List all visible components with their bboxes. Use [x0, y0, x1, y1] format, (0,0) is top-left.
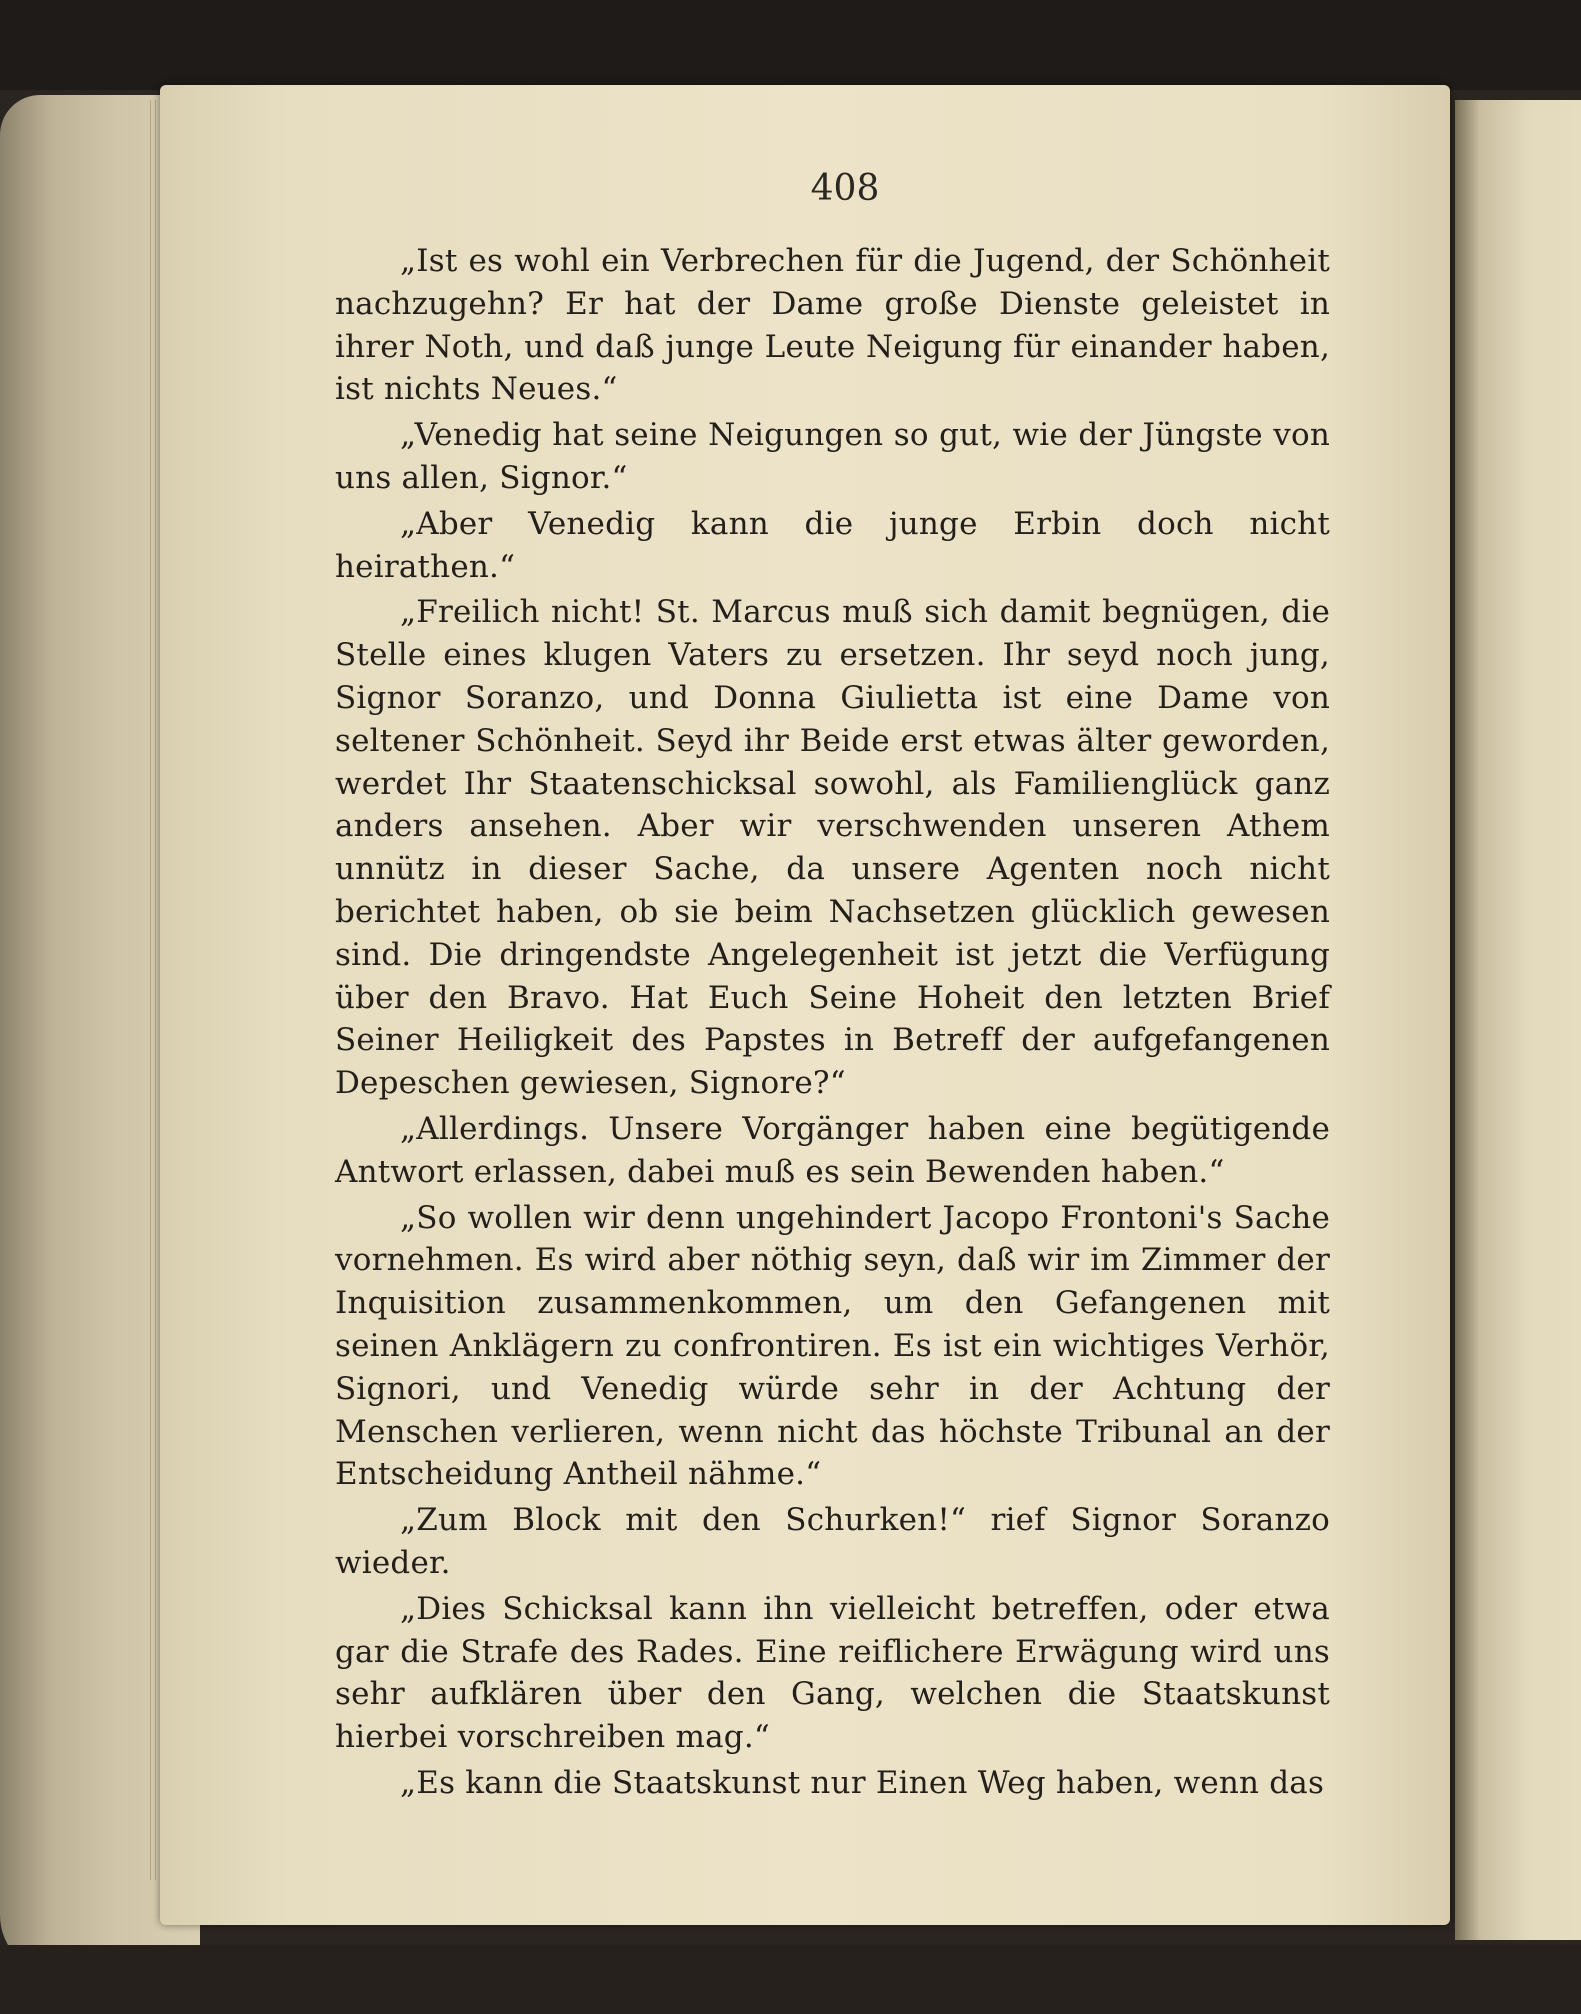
facing-page-edge [1455, 100, 1581, 1940]
paragraph: „Ist es wohl ein Verbrechen für die Jugend, der Schönheit nachzugehn? Er hat der Dame große Dienste geleistet in ihrer Noth, und daß junge Leute Neigung für einander haben, ist nichts Neues.“ [335, 243, 1330, 408]
paragraph: „Dies Schicksal kann ihn vielleicht betreffen, oder etwa gar die Strafe des Rades. Eine reiflichere Erwägung wird uns sehr aufklären über den Gang, welchen die Staatskunst hierbei vorschreiben mag.“ [335, 1590, 1330, 1756]
background-top [0, 0, 1581, 90]
background-bottom [0, 1945, 1581, 2014]
paragraph: „Freilich nicht! St. Marcus muß sich damit begnügen, die Stelle eines klugen Vaters zu ersetzen. Ihr seyd noch jung, Signor Soranzo, und Donna Giulietta ist eine Dame von seltener Schönheit. Seyd ihr Beide erst etwas älter geworden, werdet Ihr Staatenschicksal sowohl, als Familienglück ganz anders ansehen. Aber wir verschwenden unseren Athem unnütz in dieser Sache, da unsere Agenten noch nicht berichtet haben, ob sie beim Nachsetzen glücklich gewesen sind. Die dringendste Angelegenheit ist jetzt die Verfügung über den Bravo. Hat Euch Seine Hoheit den letzten Brief Seiner Heiligkeit des Papstes in Betreff der aufgefangenen Depeschen gewiesen, Signore?“ [335, 594, 1330, 1102]
page-text [335, 240, 1330, 1808]
paragraph: „So wollen wir denn ungehindert Jacopo Frontoni's Sache vornehmen. Es wird aber nöthig seyn, daß wir im Zimmer der Inquisition zusammenkommen, um den Gefangenen mit seinen Anklägern zu confrontiren. Es ist ein wichtiges Verhör, Signori, und Venedig würde sehr in der Achtung der Menschen verlieren, wenn nicht das höchste Tribunal an der Entscheidung Antheil nähme.“ [335, 1199, 1330, 1493]
paragraph: „Allerdings. Unsere Vorgänger haben eine begütigende Antwort erlassen, dabei muß es sein Bewenden haben.“ [335, 1110, 1330, 1190]
paragraph: „Venedig hat seine Neigungen so gut, wie der Jüngste von uns allen, Signor.“ [335, 417, 1330, 496]
paragraph: „Aber Venedig kann die junge Erbin doch nicht heirathen.“ [335, 505, 1330, 585]
paragraph: „Zum Block mit den Schurken!“ rief Signor Soranzo wieder. [335, 1502, 1330, 1581]
paragraph: „Es kann die Staatskunst nur Einen Weg haben, wenn das [400, 1764, 1325, 1801]
page-number: 408 [810, 168, 880, 209]
